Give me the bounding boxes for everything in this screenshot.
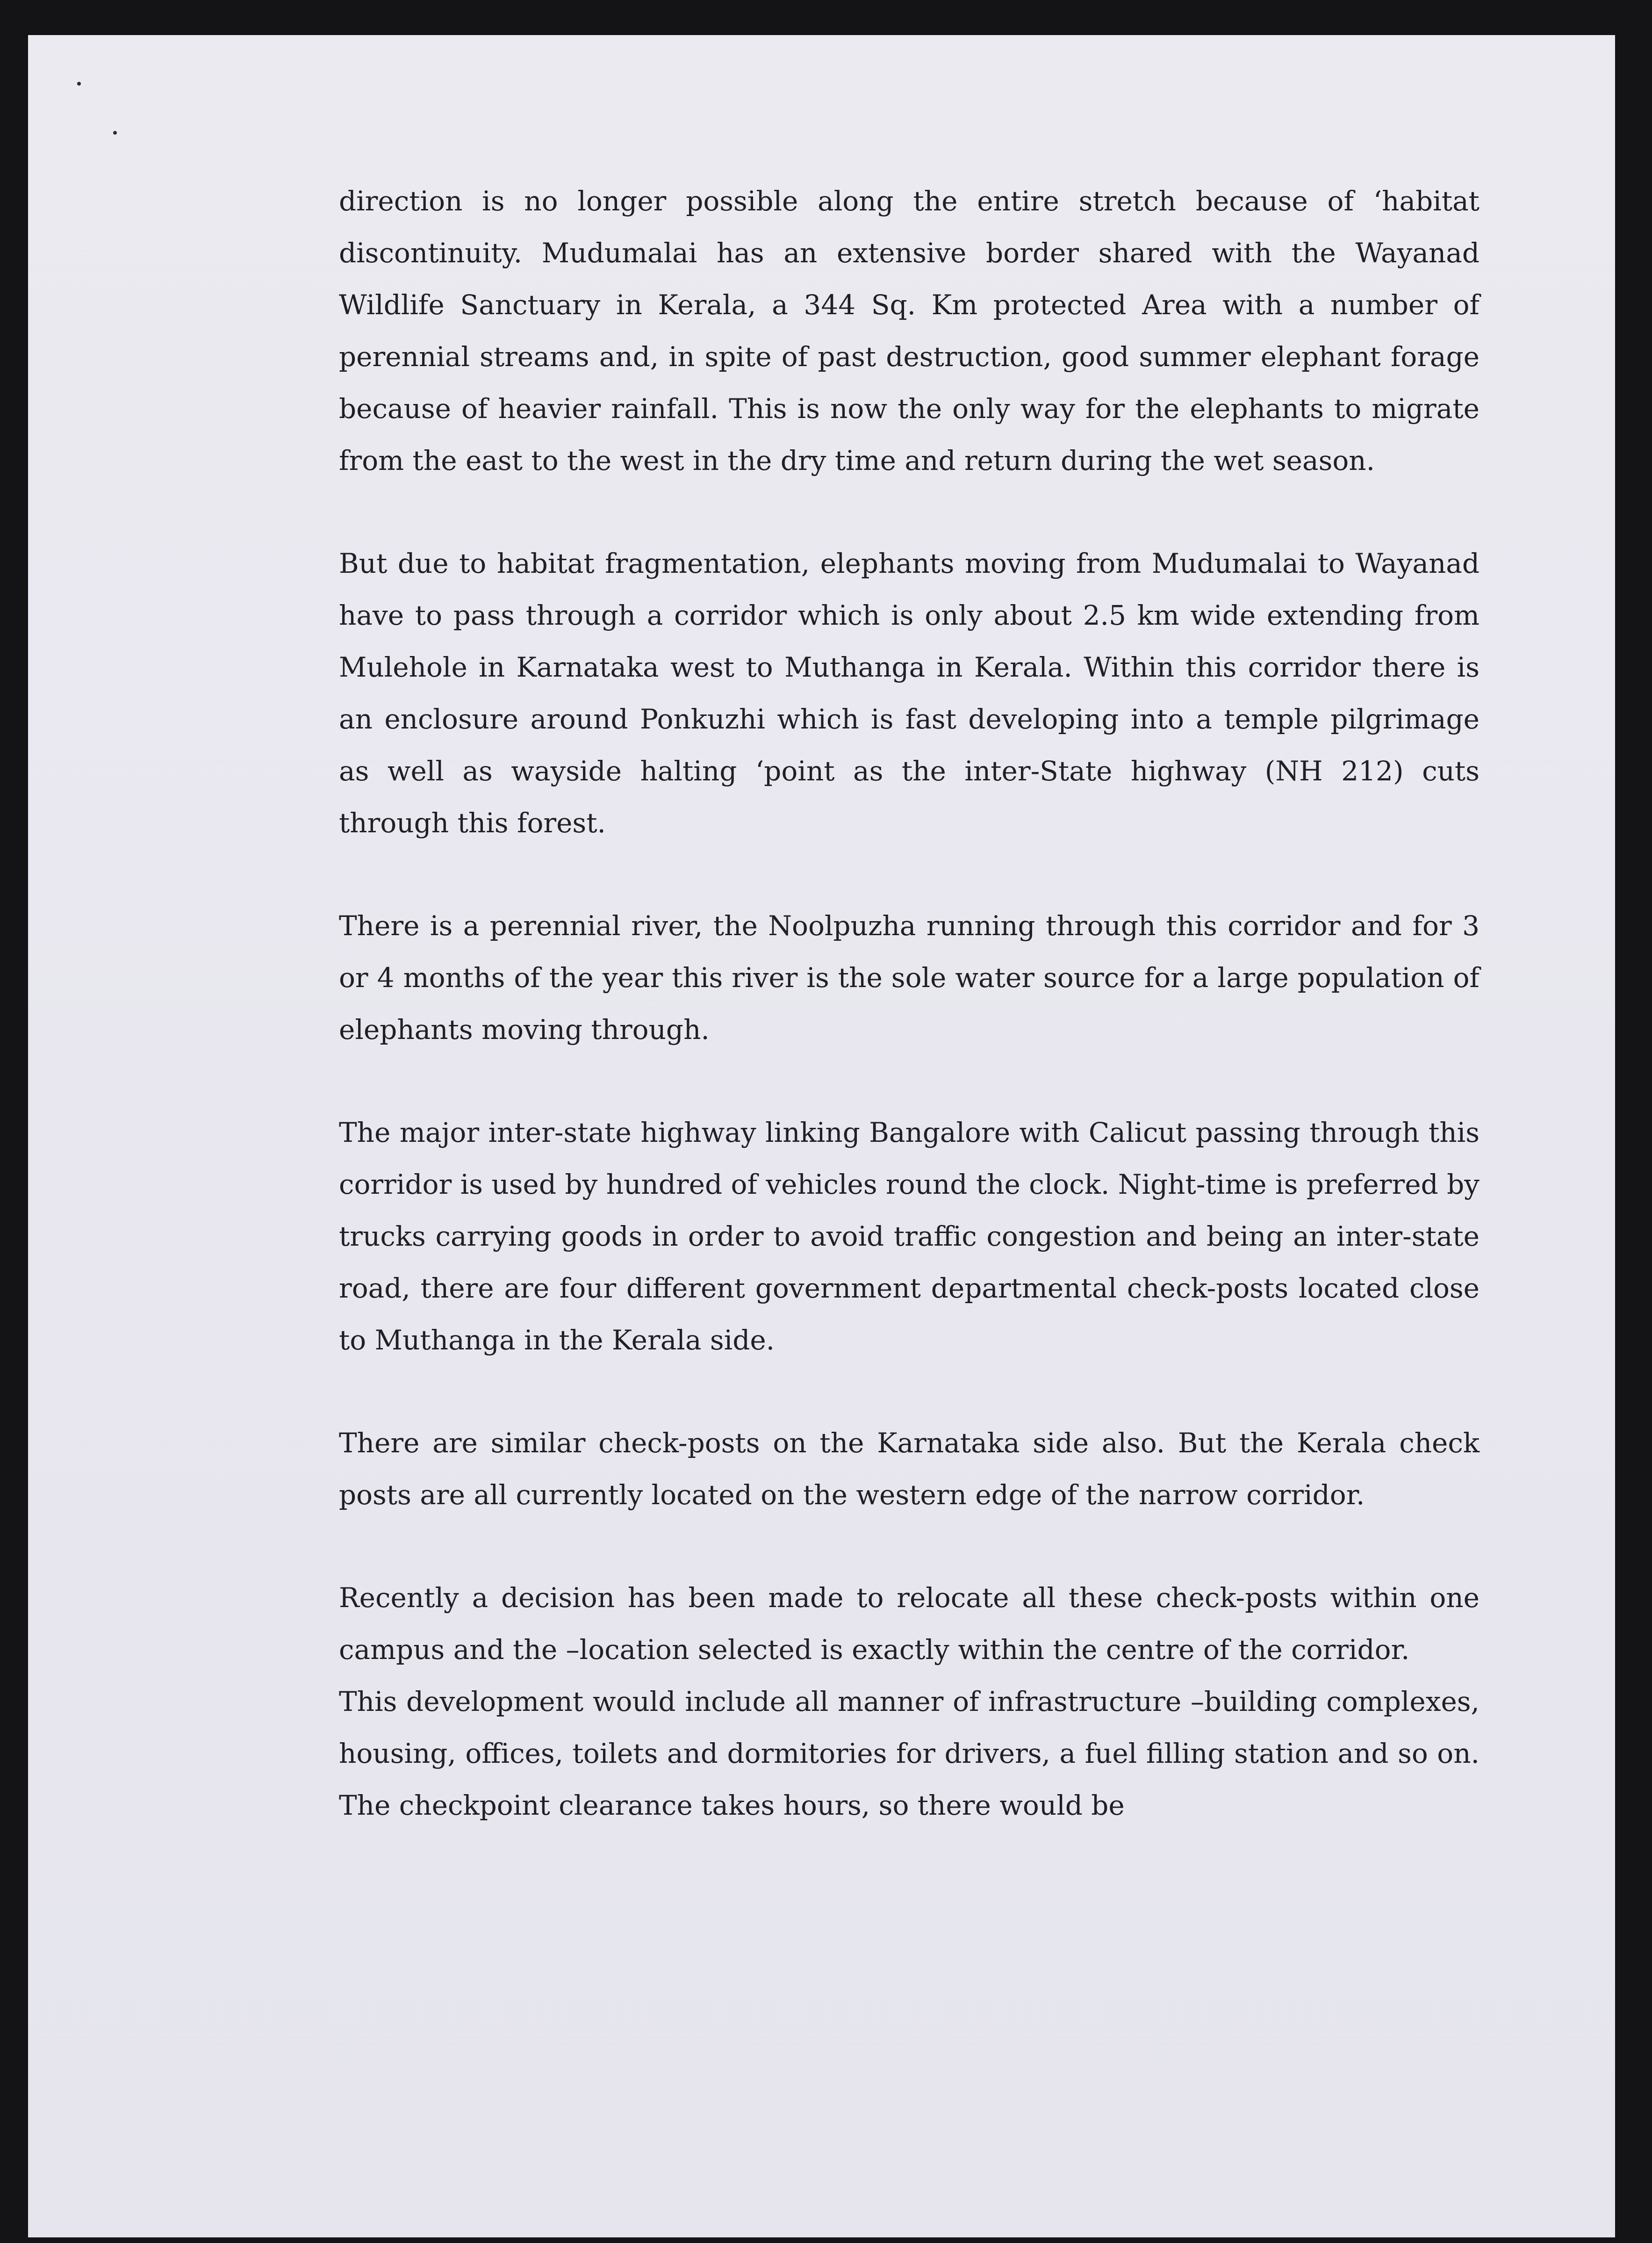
paper-speck	[77, 82, 81, 86]
paragraph-infrastructure-development: This development would include all manner of infrastructure –building complexes, housing, offices, toilets and dormitories for drivers, a fuel filling station and so on. The checkpoint clearance takes hours, so there would be	[339, 1686, 1480, 1821]
paragraph-habitat-discontinuity: direction is no longer possible along the entire stretch because of ‘habitat discontinuity. Mudumalai has an extensive border shared with the Wayanad Wildlife Sanctuary in Kerala, a 344 Sq. Km protected Area with a number of perennial streams and, in spite of past destruction, good summer elephant forage because of heavier rainfall. This is now the only way for the elephants to migrate from the east to the west in the dry time and return during the wet season.	[339, 185, 1480, 476]
document-page	[28, 35, 1615, 2237]
paragraph-noolpuzha-river: There is a perennial river, the Noolpuzha running through this corridor and for 3 or 4 months of the year this river is the sole water source for a large population of elephants moving through.	[339, 910, 1480, 1046]
paper-speck	[113, 131, 117, 135]
paragraph-highway-traffic: The major inter-state highway linking Bangalore with Calicut passing through this corridor is used by hundred of vehicles round the clock. Night-time is preferred by trucks carrying goods in order to avoid traffic congestion and being an inter-state road, there are four different government departmental check-posts located close to Muthanga in the Kerala side.	[339, 1117, 1480, 1356]
paragraph-karnataka-checkposts: There are similar check-posts on the Karnataka side also. But the Kerala check posts are all currently located on the western edge of the narrow corridor.	[339, 1427, 1480, 1511]
document-body	[339, 175, 1480, 1832]
paragraph-checkpost-relocation: Recently a decision has been made to relocate all these check-posts within one campus and the –location selected is exactly within the centre of the corridor.	[339, 1582, 1480, 1666]
paragraph-corridor-fragmentation: But due to habitat fragmentation, elephants moving from Mudumalai to Wayanad have to pass through a corridor which is only about 2.5 km wide extending from Mulehole in Karnataka west to Muthanga in Kerala. Within this corridor there is an enclosure around Ponkuzhi which is fast developing into a temple pilgrimage as well as wayside halting ‘point as the inter-State highway (NH 212) cuts through this forest.	[339, 548, 1480, 839]
